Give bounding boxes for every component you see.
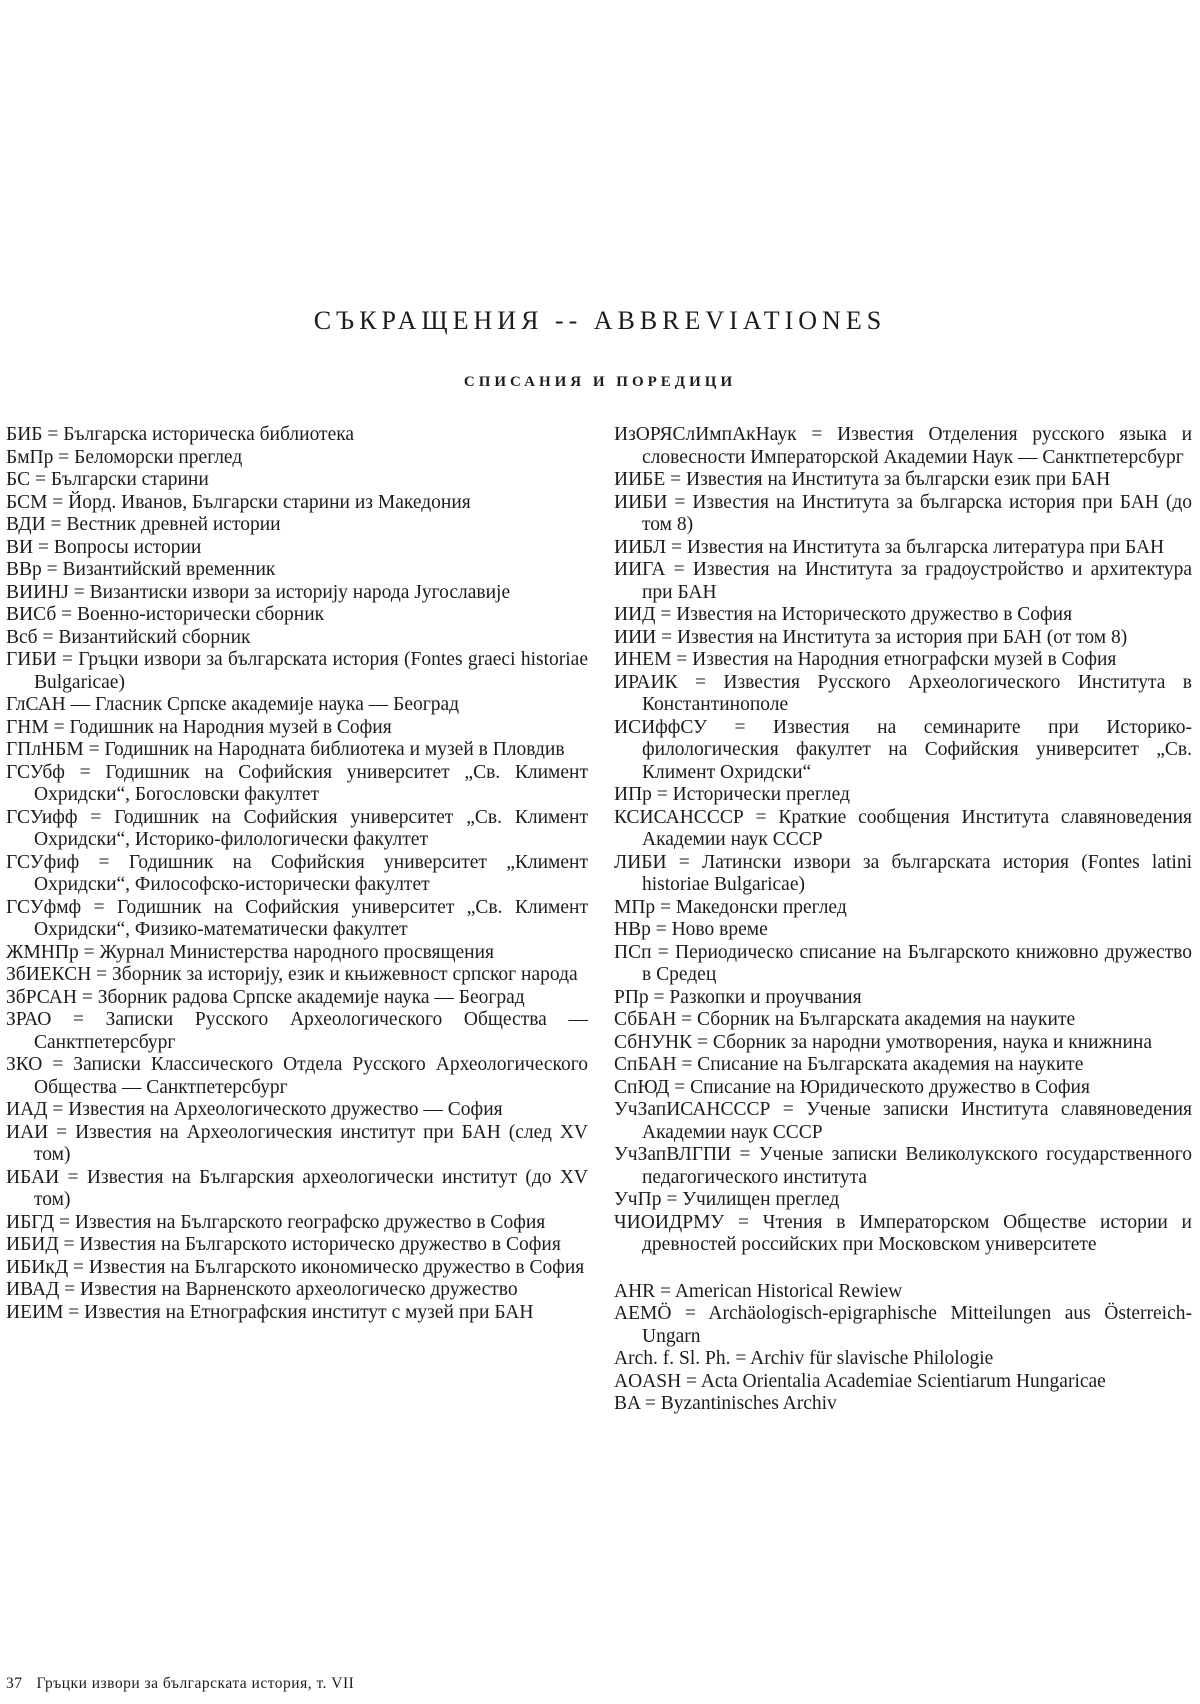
footer-page-number: 37 bbox=[6, 1675, 23, 1692]
abbreviation-entry: ИПр = Исторически преглед bbox=[614, 784, 850, 805]
footer bbox=[6, 1675, 368, 1693]
abbreviation-entry: ИВАД = Известия на Варненското археологическо дружество bbox=[6, 1279, 518, 1300]
abbreviation-entry: AEMÖ = Archäologisch-epigraphische Mitteilungen aus Österreich-Ungarn bbox=[614, 1303, 1192, 1347]
abbreviation-entry: ВВр = Византийский временник bbox=[6, 559, 276, 580]
abbreviation-entry: AHR = American Historical Rewiew bbox=[614, 1280, 903, 1302]
abbreviation-entry: ИИГА = Известия на Института за градоустройство и архитектура при БАН bbox=[614, 559, 1192, 603]
abbreviation-entry: БИБ = Българска историческа библиотека bbox=[6, 424, 355, 445]
abbreviation-entry: ЗбРСАН = Зборник радова Српске академије наука — Београд bbox=[6, 986, 525, 1008]
page-title: СЪКРАЩЕНИЯ -- ABBREVIATIONES bbox=[313, 306, 887, 335]
right-column-cyrillic bbox=[614, 424, 1192, 1257]
abbreviation-entry: ИИБЕ = Известия на Института за български език при БАН bbox=[614, 469, 1111, 490]
abbreviation-entry: ЗРАО = Записки Русского Археологического Общества — Санктпетерсбург bbox=[6, 1009, 588, 1053]
abbreviation-entry: ГПлНБМ = Годишник на Народната библиотека и музей в Пловдив bbox=[6, 739, 565, 760]
abbreviation-entry: ГСУфмф = Годишник на Софийския университет „Св. Климент Охридски“, Физико-математически факултет bbox=[6, 896, 588, 940]
abbreviation-entry: ИАД = Известия на Археологическото дружество — София bbox=[6, 1099, 503, 1120]
abbreviation-entry: Arch. f. Sl. Ph. = Archiv für slavische Philologie bbox=[614, 1348, 994, 1369]
abbreviation-entry: УчЗапИСАНСССР = Ученые записки Института славяноведения Академии наук СССР bbox=[614, 1099, 1192, 1143]
abbreviation-entry: ЧИОИДРМУ = Чтения в Императорском Обществе истории и древностей российских при Московском университете bbox=[614, 1211, 1192, 1255]
abbreviation-entry: ЗКО = Записки Классического Отдела Русского Археологического Общества — Санктпетерсбург bbox=[6, 1054, 588, 1098]
abbreviation-entry: Вcб = Византийский сборник bbox=[6, 626, 251, 648]
abbreviation-entry: ИЕИМ = Известия на Етнографския институт с музей при БАН bbox=[6, 1301, 534, 1323]
abbreviation-entry: ИБИД = Известия на Българското историческо дружество в София bbox=[6, 1234, 561, 1255]
abbreviation-entry: ВИ = Вопросы истории bbox=[6, 536, 202, 558]
abbreviation-entry: ЗбИЕКСН = Зборник за историју, език и књижевност српског народа bbox=[6, 964, 578, 985]
abbreviation-entry: ИБГД = Известия на Българското географско дружество в София bbox=[6, 1211, 546, 1233]
abbreviation-entry: УчПр = Училищен преглед bbox=[614, 1189, 840, 1210]
abbreviation-entry: УчЗапВЛГПИ = Ученые записки Великолукского государственного педагогического института bbox=[614, 1144, 1192, 1188]
section-gap bbox=[614, 1257, 1192, 1281]
abbreviation-entry: ВИСб = Военно-исторически сборник bbox=[6, 604, 325, 625]
abbreviation-entry: ЛИБИ = Латински извори за българската история (Fontes latini historiae Bulgaricae) bbox=[614, 851, 1192, 895]
abbreviation-entry: ИИБЛ = Известия на Института за българска литература при БАН bbox=[614, 536, 1165, 558]
abbreviation-entry: СпЮД = Списание на Юридическото дружество в София bbox=[614, 1076, 1090, 1098]
abbreviation-entry: РПр = Разкопки и проучвания bbox=[614, 986, 862, 1008]
abbreviation-entry: СпБАН = Списание на Българската академия на науките bbox=[614, 1054, 1084, 1075]
abbreviation-entry: СбБАН = Сборник на Българската академия на науките bbox=[614, 1009, 1076, 1030]
abbreviation-entry: ГСУбф = Годишник на Софийския университет „Св. Климент Охридски“, Богословски факултет bbox=[6, 761, 588, 805]
abbreviation-entry: КСИСАНСССР = Краткие сообщения Института славяноведения Академии наук СССР bbox=[614, 806, 1192, 850]
abbreviation-entry: AOASH = Acta Orientalia Academiae Scientiarum Hungaricae bbox=[614, 1370, 1106, 1392]
abbreviation-entry: ГСУифф = Годишник на Софийския университет „Св. Климент Охридски“, Историко-филологически факултет bbox=[6, 806, 588, 850]
abbreviation-entry: ИБИкД = Известия на Българското икономическо дружество в София bbox=[6, 1256, 585, 1278]
section-subtitle: СПИСАНИЯ И ПОРЕДИЦИ bbox=[463, 374, 737, 390]
abbreviation-entry: ИБАИ = Известия на Българския археологически институт (до XV том) bbox=[6, 1166, 588, 1210]
abbreviation-entry: ИИИ = Известия на Института за история при БАН (от том 8) bbox=[614, 626, 1128, 648]
abbreviation-entry: МПр = Македонски преглед bbox=[614, 896, 847, 918]
abbreviation-entry: ГИБИ = Гръцки извори за българската история (Fontes graeci historiae Bulgaricae) bbox=[6, 649, 588, 693]
abbreviation-entry: ВДИ = Вестник древней истории bbox=[6, 514, 281, 535]
left-column bbox=[6, 424, 588, 1324]
abbreviation-entry: ПСп = Периодическо списание на Българското книжовно дружество в Средец bbox=[614, 941, 1192, 985]
abbreviation-entry: ИНЕМ = Известия на Народния етнографски музей в София bbox=[614, 649, 1117, 670]
right-column-latin bbox=[614, 1281, 1192, 1416]
abbreviation-entry: ГНМ = Годишник на Народния музей в София bbox=[6, 716, 392, 738]
abbreviation-entry: БС = Български старини bbox=[6, 469, 209, 490]
abbreviation-entry: НВр = Ново време bbox=[614, 919, 768, 940]
abbreviation-entry: СбНУНК = Сборник за народни умотворения, наука и книжнина bbox=[614, 1031, 1153, 1053]
abbreviation-entry: ВИИНЈ = Византиски извори за историју народа Југославије bbox=[6, 581, 511, 603]
abbreviation-entry: ИИД = Известия на Историческото дружество в София bbox=[614, 604, 1073, 625]
abbreviation-entry: БмПр = Беломорски преглед bbox=[6, 446, 243, 468]
abbreviation-entry: ИАИ = Известия на Археологическия институт при БАН (след XV том) bbox=[6, 1121, 588, 1165]
abbreviation-entry: ИИБИ = Известия на Института за българска история при БАН (до том 8) bbox=[614, 491, 1192, 535]
abbreviation-entry: ИРАИК = Известия Русского Археологического Института в Константинополе bbox=[614, 671, 1192, 715]
footer-book-title: Гръцки извори за българската история, т. VII bbox=[36, 1675, 355, 1692]
abbreviation-entry: БСМ = Йорд. Иванов, Български старини из Македония bbox=[6, 491, 471, 513]
abbreviation-entry: ГлСАН — Гласник Српске академије наука — Београд bbox=[6, 694, 460, 715]
right-column bbox=[614, 424, 1192, 1416]
abbreviation-entry: BA = Byzantinisches Archiv bbox=[614, 1393, 837, 1414]
abbreviation-entry: ЖМНПр = Журнал Министерства народного просвящения bbox=[6, 941, 495, 963]
abbreviation-entry: ГСУфиф = Годишник на Софийския университет „Климент Охридски“, Философско-исторически факултет bbox=[6, 851, 588, 895]
abbreviation-entry: ИСИффСУ = Известия на семинарите при Историко-филологическия факултет на Софийския университет „Св. Климент Охридски“ bbox=[614, 716, 1192, 783]
abbreviation-entry: ИзОРЯСлИмпАкНаук = Известия Отделения русского языка и словесности Императорской Академии Наук — Санктпетерсбург bbox=[614, 424, 1192, 468]
